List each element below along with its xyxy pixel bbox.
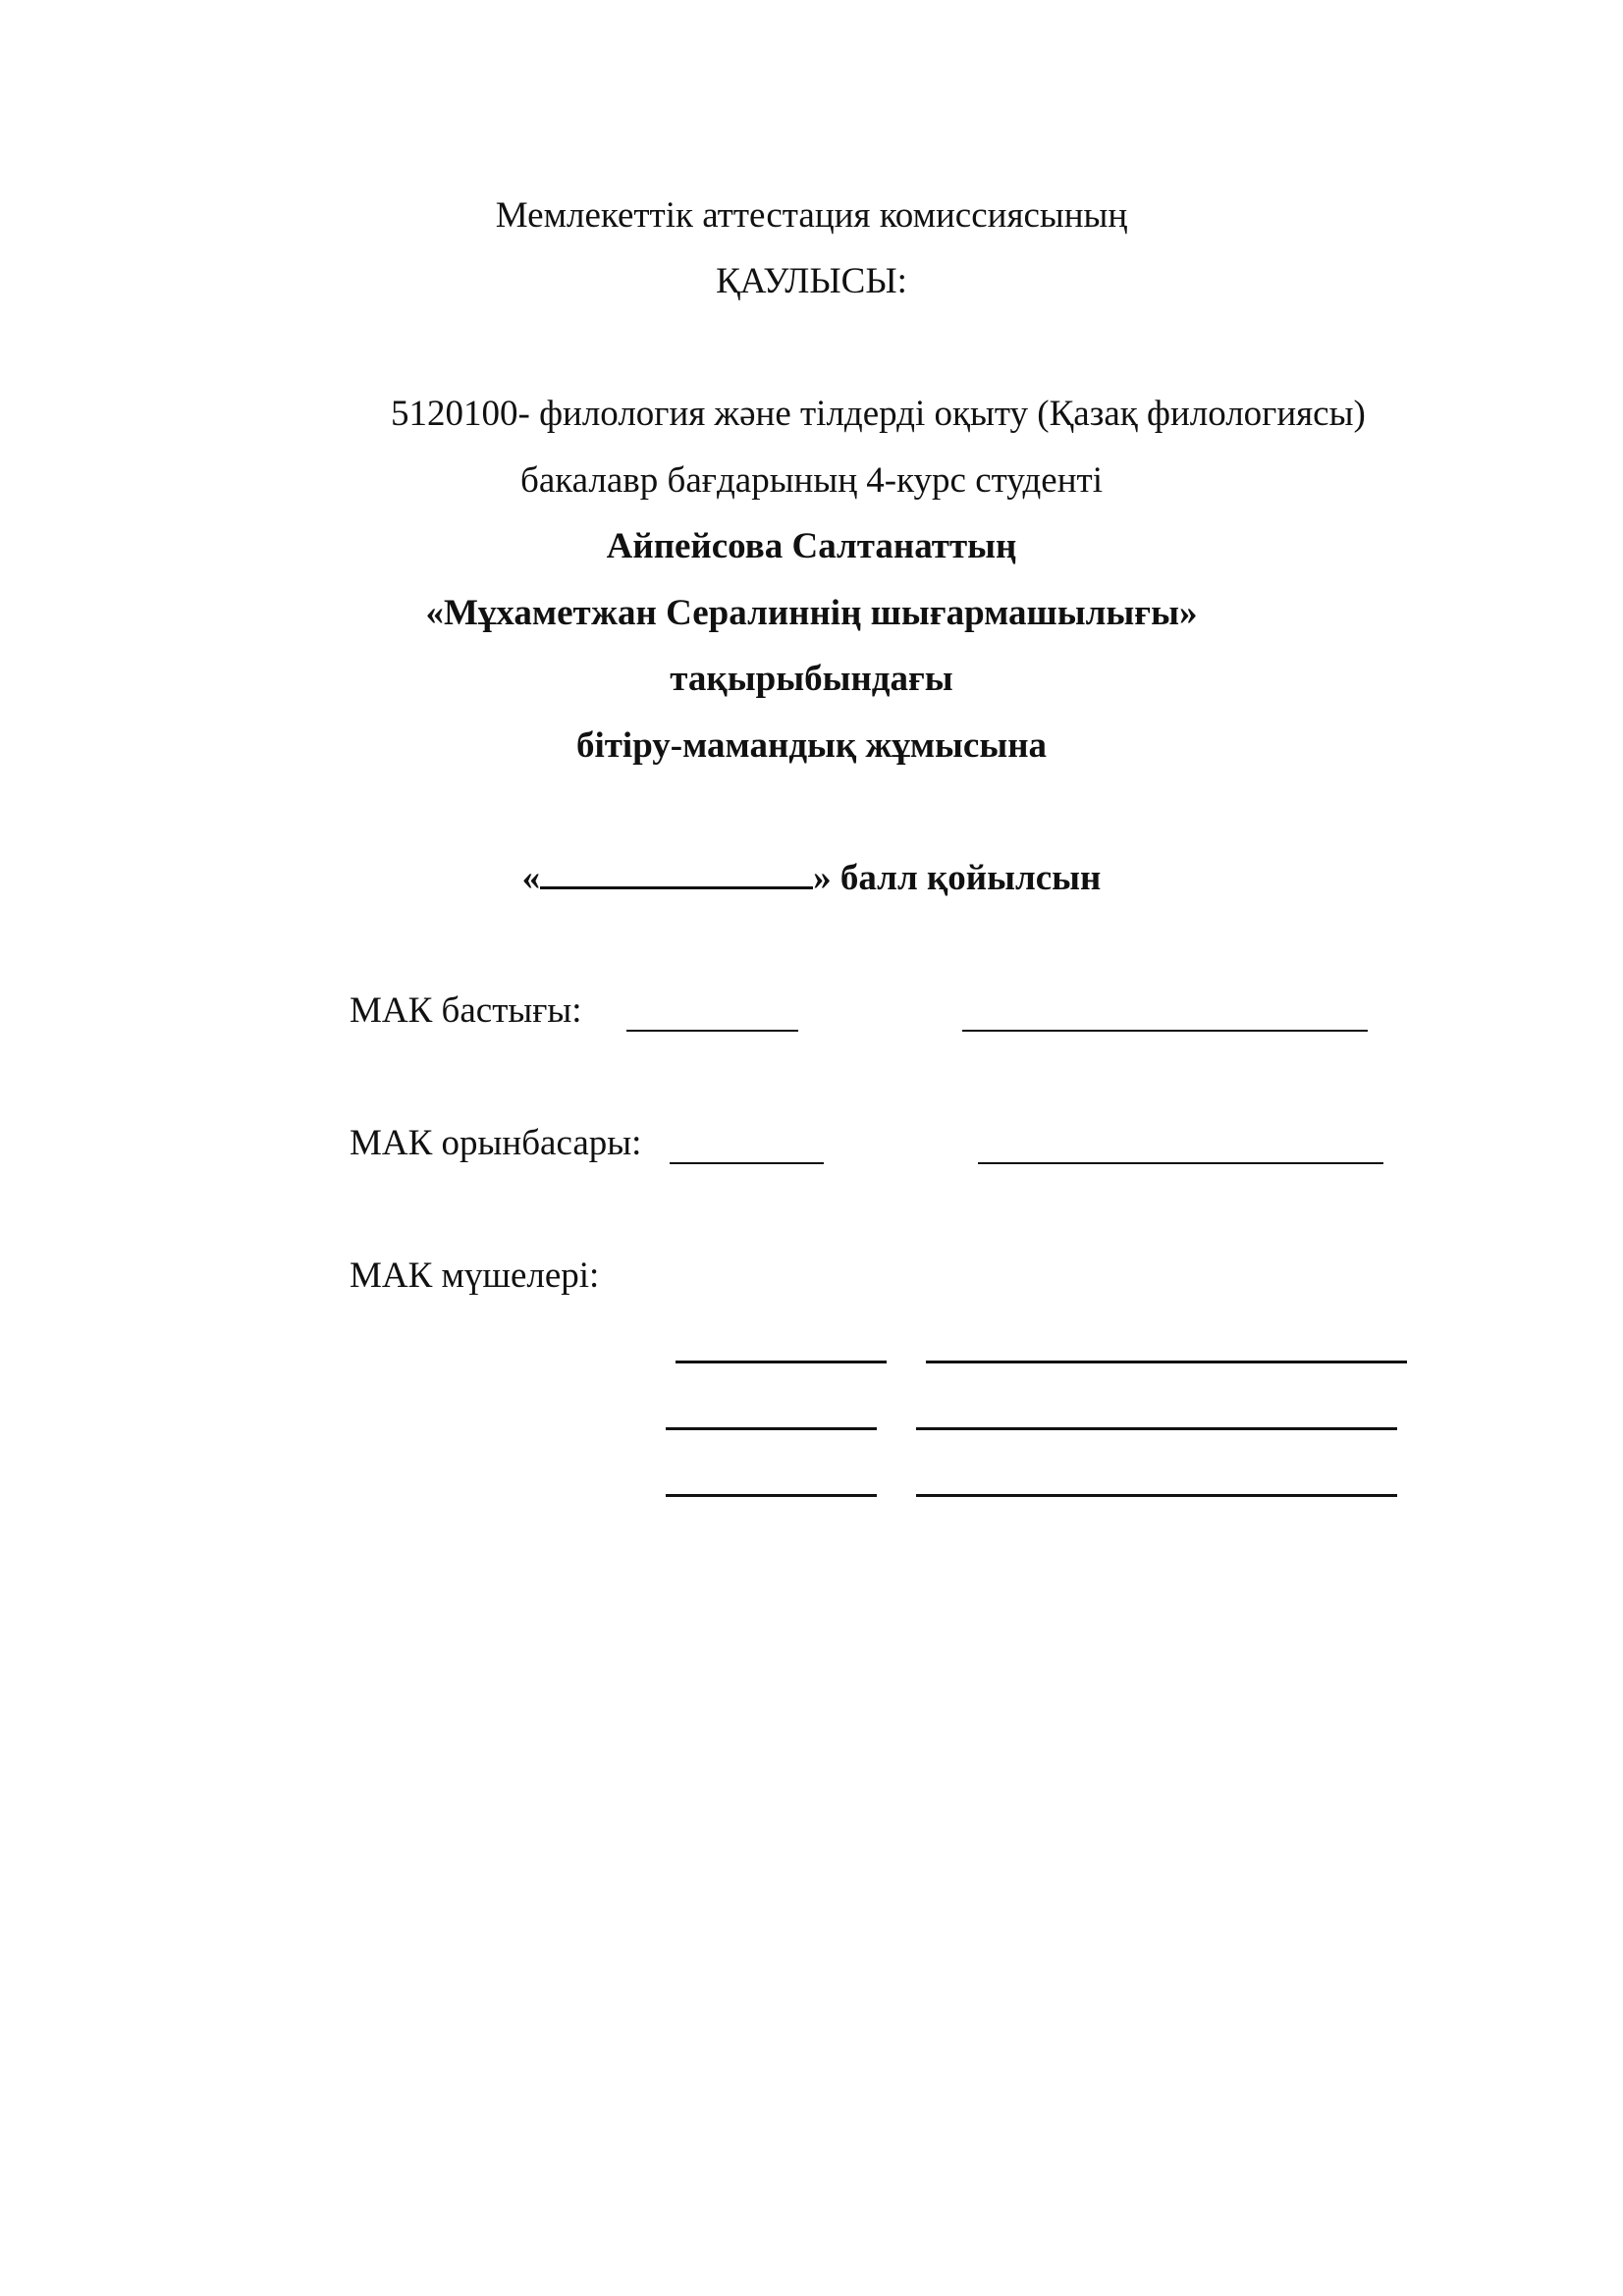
- student-name: Айпейсова Салтанаттың: [606, 526, 1017, 566]
- deputy-name-line[interactable]: [978, 1162, 1383, 1164]
- members-label: МАК мүшелері:: [350, 1255, 600, 1296]
- deputy-label: МАК орынбасары:: [350, 1123, 642, 1163]
- chair-signature-line[interactable]: [626, 1030, 798, 1032]
- member-1-name-line[interactable]: [926, 1361, 1407, 1363]
- score-close-text: » балл қойылсын: [813, 858, 1102, 898]
- work-type: бітіру-мамандық жұмысына: [575, 725, 1048, 766]
- topic-suffix: тақырыбындағы: [670, 659, 953, 699]
- deputy-signature-line[interactable]: [670, 1162, 824, 1164]
- member-3-name-line[interactable]: [916, 1494, 1397, 1497]
- thesis-topic: «Мұхаметжан Сералиннің шығармашылығы»: [425, 593, 1198, 633]
- program-line: 5120100- филология және тілдерді оқыту (Қазақ филологиясы): [391, 394, 1366, 434]
- score-open-quote: «: [521, 858, 541, 898]
- member-3-signature-line[interactable]: [666, 1494, 877, 1497]
- member-1-signature-line[interactable]: [676, 1361, 887, 1363]
- commission-heading: Мемлекеттік аттестация комиссиясының: [495, 195, 1128, 236]
- student-line: бакалавр бағдарының 4-курс студенті: [520, 460, 1103, 501]
- resolution-heading: ҚАУЛЫСЫ:: [716, 261, 907, 301]
- chair-name-line[interactable]: [962, 1030, 1368, 1032]
- score-blank[interactable]: [540, 857, 813, 889]
- score-line: [0, 857, 1623, 900]
- chair-label: МАК бастығы:: [350, 990, 582, 1031]
- member-2-signature-line[interactable]: [666, 1427, 877, 1430]
- member-2-name-line[interactable]: [916, 1427, 1397, 1430]
